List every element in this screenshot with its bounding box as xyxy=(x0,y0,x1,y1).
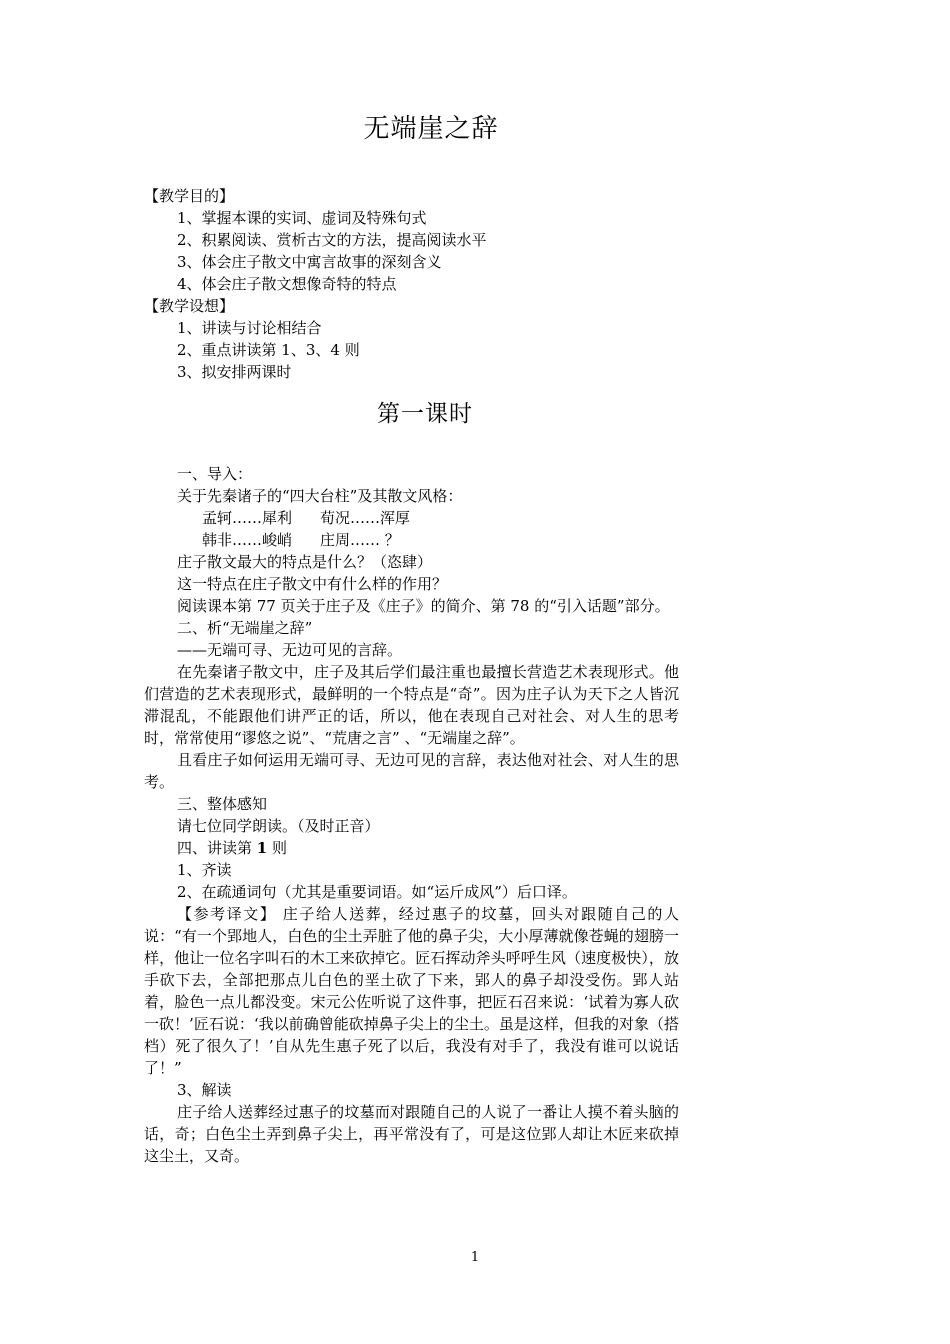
analysis-paragraph: 在先秦诸子散文中，庄子及其后学们最注重也最擅长营造艺术表现形式。他们营造的艺术表现形式，最鲜明的一个特点是“奇”。因为庄子认为天下之人皆沉滞混乱，不能跟他们讲严正的话，所以，他在表现自己对社会、对人生的思考时，常常使用“谬悠之说”、“荒唐之言” 、“无端崖之辞”。 xyxy=(144,663,679,747)
analysis-heading: 二、析“无端崖之辞” xyxy=(177,619,313,637)
question-2: 这一特点在庄子散文中有什么样的作用？ xyxy=(177,575,448,593)
design-item: 1、讲读与讨论相结合 xyxy=(177,319,322,337)
analysis-subtitle: ——无端可寻、无边可见的言辞。 xyxy=(177,641,403,659)
intro-question: 关于先秦诸子的“四大台柱”及其散文风格： xyxy=(177,487,463,505)
style-item: 庄周…… ？ xyxy=(320,531,400,549)
lesson-heading: 第一课时 xyxy=(377,401,473,427)
perception-text: 请七位同学朗读。（及时正音） xyxy=(177,817,380,835)
question-1: 庄子散文最大的特点是什么？（恣肆） xyxy=(177,553,433,571)
document-title: 无端崖之辞 xyxy=(363,114,499,144)
objective-item: 4、体会庄子散文想像奇特的特点 xyxy=(177,275,397,293)
design-heading: 【教学设想】 xyxy=(144,297,235,315)
style-row xyxy=(144,529,679,551)
intro-heading: 一、导入： xyxy=(177,465,253,483)
analysis-paragraph: 且看庄子如何运用无端可寻、无边可见的言辞，表达他对社会、对人生的思考。 xyxy=(144,751,679,791)
style-item: 孟轲……犀利 xyxy=(202,509,293,527)
objectives-section xyxy=(144,185,679,383)
reading-instruction: 阅读课本第 77 页关于庄子及《庄子》的简介、第 78 的“引入话题”部分。 xyxy=(177,597,670,615)
objective-item: 2、积累阅读、赏析古文的方法，提高阅读水平 xyxy=(177,231,487,249)
page-number: 1 xyxy=(470,1250,480,1265)
step-1: 1、齐读 xyxy=(177,861,232,879)
translation-paragraph xyxy=(144,903,679,1079)
step-2: 2、在疏通词句（尤其是重要词语。如“运斤成风”）后口译。 xyxy=(177,883,577,901)
objective-item: 1、掌握本课的实词、虚词及特殊句式 xyxy=(177,209,427,227)
step-3: 3、解读 xyxy=(177,1081,232,1099)
style-row xyxy=(144,507,679,529)
design-item: 2、重点讲读第 1、3、4 则 xyxy=(177,341,360,359)
lesson-body xyxy=(144,463,679,1167)
style-item: 韩非……峻峭 xyxy=(202,531,293,549)
translation-text: 庄子给人送葬，经过惠子的坟墓，回头对跟随自己的人说：“有一个郢地人，白色的尘土弄脏了他的鼻子尖，大小厚薄就像苍蝇的翅膀一样，他让一位名字叫石的木工来砍掉它。匠石挥动斧头呼呼生风（速度极快），放手砍下去，全部把那点儿白色的垩土砍了下来，郢人的鼻子却没受伤。郢人站着，脸色一点儿都没变。宋元公佐听说了这件事，把匠石召来说：‘试着为寡人砍一砍！’匠石说：‘我以前确曾能砍掉鼻子尖上的尘土。虽是这样，但我的对象（搭档）死了很久了！’自从先生惠子死了以后，我没有对手了，我没有谁可以说话了！” xyxy=(144,905,679,1077)
perception-heading: 三、整体感知 xyxy=(177,795,268,813)
design-item: 3、拟安排两课时 xyxy=(177,363,292,381)
objectives-heading: 【教学目的】 xyxy=(144,187,235,205)
interpretation-paragraph: 庄子给人送葬经过惠子的坟墓而对跟随自己的人说了一番让人摸不着头脑的话，奇；白色尘土弄到鼻子尖上，再平常没有了，可是这位郢人却让木匠来砍掉这尘土，又奇。 xyxy=(144,1103,679,1165)
translation-label: 【参考译文】 xyxy=(177,905,277,923)
style-item: 荀况……浑厚 xyxy=(320,509,411,527)
lecture-heading: 四、讲读第 1 则 xyxy=(177,839,287,857)
objective-item: 3、体会庄子散文中寓言故事的深刻含义 xyxy=(177,253,442,271)
